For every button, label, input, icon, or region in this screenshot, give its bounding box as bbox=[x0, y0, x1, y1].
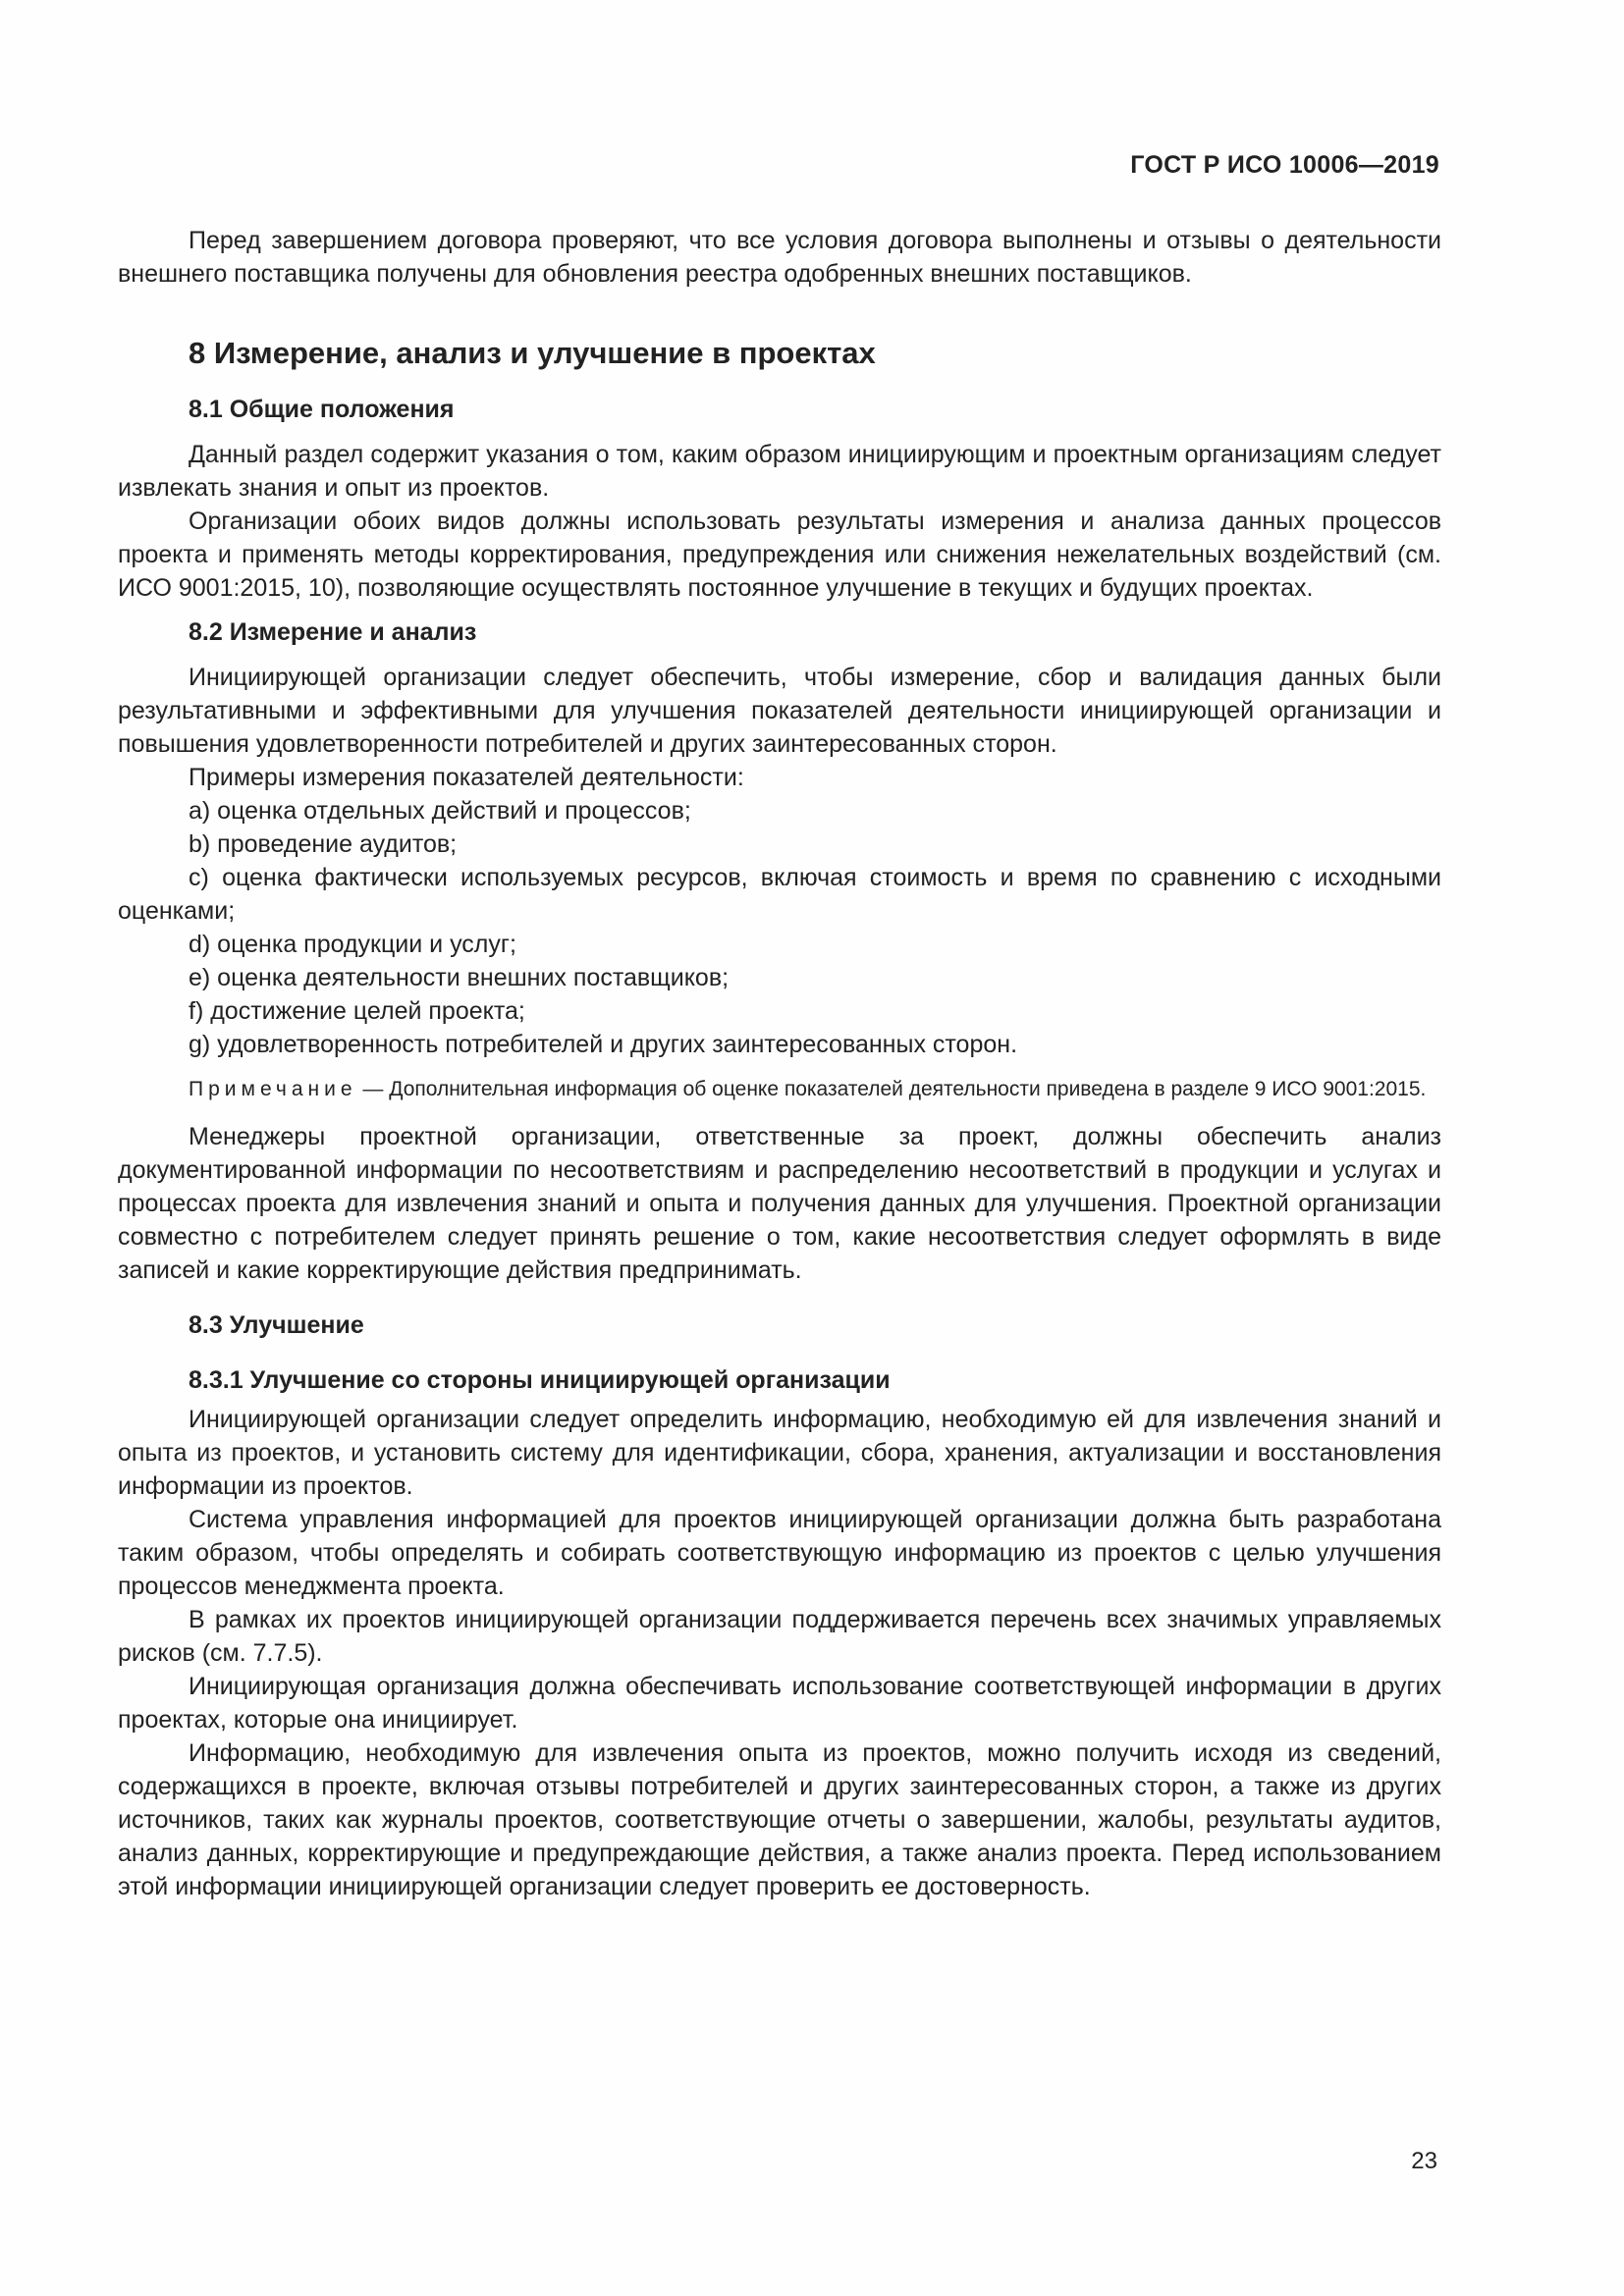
paragraph: Информацию, необходимую для извлечения опыта из проектов, можно получить исходя из сведений, содержащихся в проекте, включая отзывы потребителей и других заинтересованных сторон, а также из других источников, таких как журналы проектов, соответствующие отчеты о завершении, жалобы, результаты аудитов, анализ данных, корректирующие и предупреждающие действия, а также анализ проекта. Перед использованием этой информации инициирующей организации следует проверить ее достоверность. bbox=[118, 1739, 1441, 1900]
section-8-3-1-heading: 8.3.1 Улучшение со стороны инициирующей организации bbox=[189, 1366, 891, 1394]
page-number: 23 bbox=[1411, 2148, 1437, 2174]
list-item: d) оценка продукции и услуг; bbox=[189, 931, 516, 958]
list-item: f) достижение целей проекта; bbox=[189, 997, 525, 1025]
note-label: Примечание bbox=[189, 1078, 357, 1100]
paragraph: Данный раздел содержит указания о том, каким образом инициирующим и проектным организациям следует извлекать знания и опыт из проектов. bbox=[118, 441, 1441, 502]
paragraph: Организации обоих видов должны использовать результаты измерения и анализа данных процессов проекта и применять методы корректирования, предупреждения или снижения нежелательных воздействий (см. ИСО 9001:2015, 10), позволяющие осуществлять постоянное улучшение в текущих и будущих проектах. bbox=[118, 507, 1441, 602]
paragraph: Инициирующей организации следует обеспечить, чтобы измерение, сбор и валидация данных были результативными и эффективными для улучшения показателей деятельности инициирующей организации и повышения удовлетворенности потребителей и других заинтересованных сторон. bbox=[118, 664, 1441, 758]
document-code: ГОСТ Р ИСО 10006—2019 bbox=[1130, 151, 1439, 179]
page-content bbox=[118, 224, 1441, 1903]
list-item: b) проведение аудитов; bbox=[189, 830, 458, 858]
note-text: — Дополнительная информация об оценке показателей деятельности приведена в разделе 9 ИСО 9001:2015. bbox=[356, 1078, 1427, 1100]
intro-paragraph: Перед завершением договора проверяют, что все условия договора выполнены и отзывы о деятельности внешнего поставщика получены для обновления реестра одобренных внешних поставщиков. bbox=[118, 227, 1441, 288]
paragraph: Примеры измерения показателей деятельности: bbox=[189, 764, 744, 791]
section-8-2-heading: 8.2 Измерение и анализ bbox=[189, 618, 477, 646]
list-item: e) оценка деятельности внешних поставщиков; bbox=[189, 964, 730, 991]
note bbox=[118, 1075, 1441, 1104]
paragraph: Инициирующей организации следует определить информацию, необходимую ей для извлечения знаний и опыта из проектов, и установить систему для идентификации, сбора, хранения, актуализации и восстановления информации из проектов. bbox=[118, 1406, 1441, 1500]
list-item: c) оценка фактически используемых ресурсов, включая стоимость и время по сравнению с исходными оценками; bbox=[118, 864, 1441, 925]
paragraph: Инициирующая организация должна обеспечивать использование соответствующей информации в других проектах, которые она инициирует. bbox=[118, 1673, 1441, 1734]
list-item: g) удовлетворенность потребителей и других заинтересованных сторон. bbox=[189, 1031, 1018, 1058]
section-8-1-heading: 8.1 Общие положения bbox=[189, 396, 455, 423]
paragraph: Менеджеры проектной организации, ответственные за проект, должны обеспечить анализ документированной информации по несоответствиям и распределению несоответствий в продукции и услугах и процессах проекта для извлечения знаний и опыта и получения данных для улучшения. Проектной организации совместно с потребителем следует принять решение о том, какие несоответствия следует оформлять в виде записей и какие корректирующие действия предпринимать. bbox=[118, 1123, 1441, 1284]
list-item: a) оценка отдельных действий и процессов; bbox=[189, 797, 691, 825]
paragraph: Система управления информацией для проектов инициирующей организации должна быть разработана таким образом, чтобы определять и собирать соответствующую информацию из проектов с целью улучшения процессов менеджмента проекта. bbox=[118, 1506, 1441, 1600]
section-8-3-heading: 8.3 Улучшение bbox=[189, 1311, 364, 1339]
paragraph: В рамках их проектов инициирующей организации поддерживается перечень всех значимых управляемых рисков (см. 7.7.5). bbox=[118, 1606, 1441, 1667]
section-8-heading: 8 Измерение, анализ и улучшение в проектах bbox=[189, 336, 876, 370]
